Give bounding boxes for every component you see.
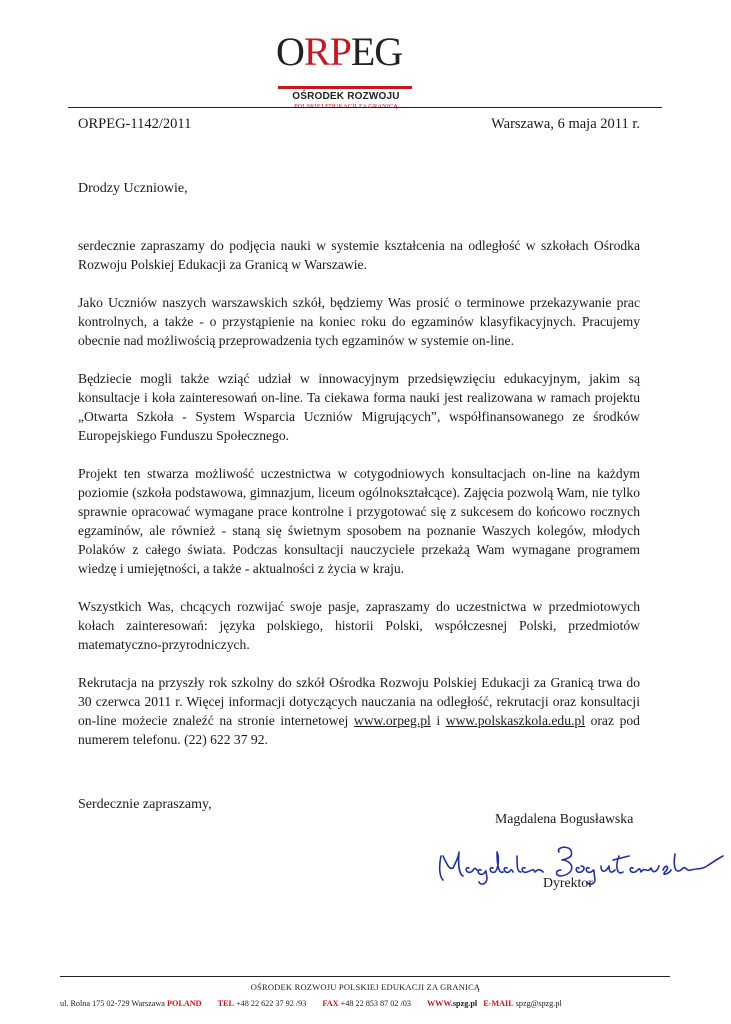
salutation: Drodzy Uczniowie, — [78, 181, 188, 196]
logo-letter-o: O — [276, 29, 304, 74]
polskaszkola-website-link[interactable]: www.polskaszkola.edu.pl — [445, 713, 585, 728]
footer-www-label: WWW. — [426, 999, 453, 1008]
footer-fax-value: +48 22 853 87 02 /03 — [340, 999, 411, 1008]
closing-line: Serdecznie zapraszamy, — [78, 797, 212, 812]
paragraph-4: Projekt ten stwarza możliwość uczestnictwa w cotygodniowych konsultacjach on-line na każdym poziomie (szkoła podstawowa, gimnazjum, liceum ogólnokształcące). Zajęcia pozwolą Wam, nie tylko sprawnie opracować wymagane prace kontrolne i przygotować się z sukcesem do końcowo rocznych egzaminów, ale również - staną się świetnym sposobem na poznanie Waszych kolegów, młodych Polaków z całego świata. Podczas konsultacji nauczyciele przekażą Wam wymagane programem wiedzę i umiejętności, a także - aktualności z życia w kraju. — [78, 466, 640, 576]
paragraph-5: Wszystkich Was, chcących rozwijać swoje pasje, zapraszamy do uczestnictwa w przedmiotowych kołach zainteresowań: języka polskiego, historii Polski, współczesnej Polski, przedmiotów matematyczno-przyrodniczych. — [78, 599, 640, 652]
paragraph-6-text-a: Rekrutacja na przyszły rok szkolny do szkół Ośrodka Rozwoju Polskiej Edukacji za Granicą trwa do 30 czerwca 2011 r. Więcej informacji dotyczących nauczania na odległość, rekrutacji oraz konsultacji on-line możecie znaleźć na stronie internetowej — [78, 675, 640, 728]
paragraph-1: serdecznie zapraszamy do podjęcia nauki w systemie kształcenia na odległość w szkołach Ośrodka Rozwoju Polskiej Edukacji za Granicą w Warszawie. — [78, 238, 640, 272]
logo-letters-rp: RP — [303, 29, 351, 74]
logo-wordmark — [276, 28, 416, 76]
logo-letters-eg: EG — [350, 29, 403, 74]
paragraph-2: Jako Uczniów naszych warszawskich szkół, będziemy Was prosić o terminowe przekazywanie prac kontrolnych, a także - o przystąpienie na koniec roku do egzaminów klasyfikacyjnych. Pracujemy obecnie nad możliwością przeprowadzenia tych egzaminów w systemie on-line. — [78, 295, 640, 348]
logo-subtitle: OŚRODEK ROZWOJU — [292, 91, 400, 102]
signer-role: Dyrektor — [543, 875, 593, 890]
letter-date: Warszawa, 6 maja 2011 r. — [491, 116, 640, 132]
footer-country: POLAND — [166, 999, 202, 1008]
footer-tel-value: +48 22 622 37 92 /93 — [236, 999, 307, 1008]
footer-street: ul. Rolna 175 — [60, 999, 105, 1008]
footer-www-value[interactable]: spzg.pl — [452, 999, 478, 1008]
logo-tagline: POLSKIEJ EDUKACJI ZA GRANICĄ — [294, 103, 398, 110]
header-divider — [68, 107, 662, 108]
footer-email-value[interactable]: spzg@spzg.pl — [515, 999, 562, 1008]
signer-name: Magdalena Bogusławska — [495, 811, 634, 826]
footer-organization: OŚRODEK ROZWOJU POLSKIEJ EDUKACJI ZA GRANICĄ — [250, 982, 481, 992]
reference-number: ORPEG-1142/2011 — [78, 116, 192, 132]
footer-fax-label: FAX — [322, 999, 339, 1008]
footer-city: 02-729 Warszawa — [106, 999, 165, 1008]
footer-divider — [60, 976, 670, 977]
footer-tel-label: TEL — [217, 999, 234, 1008]
footer-email-label: E-MAIL — [483, 999, 514, 1008]
paragraph-6-text-b: i — [430, 713, 446, 728]
orpeg-website-link[interactable]: www.orpeg.pl — [353, 713, 431, 728]
logo-red-bar — [278, 86, 412, 89]
orpeg-logo — [276, 28, 416, 110]
paragraph-3: Będziecie mogli także wziąć udział w innowacyjnym przedsięwzięciu edukacyjnym, jakim są konsultacje i koła zainteresowań on-line. Ta ciekawa forma nauki jest realizowana w ramach projektu „Otwarta Szkoła - System Wsparcia Uczniów Migrujących”, współfinansowanego ze środków Europejskiego Funduszu Społecznego. — [78, 371, 640, 443]
paragraph-6-text-c: oraz pod numerem telefonu. (22) 622 37 92. — [78, 713, 640, 747]
paragraph-6 — [78, 673, 640, 749]
letter-body — [78, 236, 640, 768]
footer-contact-line — [60, 999, 670, 1009]
